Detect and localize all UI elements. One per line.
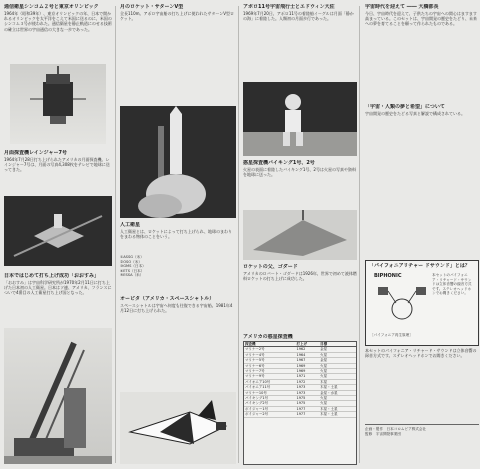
table-cell: マリナー4号: [244, 352, 295, 357]
biphonic-diagram: [372, 281, 432, 331]
table-cell: 金星: [319, 358, 356, 363]
list-item: ③GMS（日本）: [120, 264, 146, 269]
list-item: ④ETS（日本）: [120, 268, 145, 273]
heading-viking: 惑星探査機バイキング1号、2号: [243, 160, 315, 166]
table-cell: 火星: [319, 369, 356, 374]
table-header-cell: 探査機: [244, 342, 295, 347]
text-ohsumi: 「おおすみ」は宇宙科学研究所が1970年2月11日に打ち上げた日本初の人工衛星。日本はソ連、アメリカ、フランスについで4番目の人工衛星打ち上げ国となった。: [4, 280, 112, 296]
satellite-list: [120, 255, 180, 291]
table-cell: 金星・水星: [319, 390, 356, 395]
heading-space-age: 宇宙時代を迎えて ―― 大橋部長: [365, 4, 439, 10]
heading-orbiter: オービタ（アメリカ・スペースシャトル）: [120, 296, 215, 302]
text-orbiter: スペースシャトルは宇宙へ何度も往復できる宇宙船。1981年4月12日に打ち上げられた。: [120, 303, 233, 314]
biphonic-side-text: 本セットのパイフォニア・リチャード・サウンドは立体音響の録音方式です。ステレオヘッドホンでお聞きください。: [432, 273, 472, 296]
table-cell: 1972: [295, 379, 319, 384]
table-cell: 火星: [319, 352, 356, 357]
table-cell: マリナー9号: [244, 374, 295, 379]
table-cell: 1967: [295, 358, 319, 363]
column-divider: [115, 6, 116, 463]
text-dream-hope: 宇宙開発の歴史をたどる写真と解説で構成されている。: [365, 111, 465, 116]
column-divider: [238, 6, 239, 463]
credit-line: 企画・製作 日本コロムビア株式会社: [365, 427, 427, 431]
text-ranger: 1964年7月28日打ち上げられたアメリカの月面探査機。レインジャー7号は、月面の写真4,308枚をテレビで地球に送ってきた。: [4, 157, 110, 173]
table-row: [244, 412, 356, 417]
table-cell: マリナー10号: [244, 390, 295, 395]
list-item: ①ASSG（米）: [120, 255, 144, 259]
illustration-space-shuttle: [120, 392, 236, 464]
table-cell: ボイジャー2号: [244, 412, 295, 417]
table-cell: 1975: [295, 401, 319, 406]
text-biphonic-notes: 本セットのパイフォニア・リチャード・サウンドは立体音響の録音方式です。ステレオヘッドホンでお聞きください。: [365, 348, 477, 359]
photo-astronaut-on-moon: [243, 82, 357, 156]
text-goddard: アメリカのロバート・ゴダードは1926年、世界で初めて液体燃料ロケットの打ち上げに成功した。: [243, 271, 357, 282]
photo-saturn-v-launch: [120, 106, 236, 218]
list-item: ②OSO（米）: [120, 259, 142, 264]
biphonic-caption: ［パイフォニア再生原理］: [370, 333, 413, 337]
table-cell: マリナー2号: [244, 347, 295, 352]
text-apollo-11: 1969年7月20日、アポロ11号の着陸船イーグルは月面「静かの海」に着陸した。人類初の月面歩行であった。: [243, 11, 354, 22]
table-cell: 金星: [319, 347, 356, 352]
photo-ranger-probe: [4, 196, 112, 266]
text-syncom: 1964年（昭和39年）、東京オリンピックの年、日本で開かれるオリンピックを太平洋をこえて米国に送るのに、米国のシンコム３号が使われた。通信衛星を静止軌道にのせる技術の確立は世界の宇宙通信の大きな一歩であった。: [4, 11, 112, 32]
table-cell: 火星: [319, 401, 356, 406]
table-cell: 1962: [295, 347, 319, 352]
table-planetary-probes: [243, 341, 357, 465]
table-cell: バイキング1号: [244, 396, 295, 401]
list-item: ⑤ESSA（米）: [120, 273, 144, 278]
table-cell: 1975: [295, 396, 319, 401]
heading-apollo-11: アポロ11号宇宙飛行士とエドウィン大佐: [243, 4, 335, 10]
credits: [365, 424, 479, 467]
table-title-probes: アメリカの惑星探査機: [243, 334, 293, 340]
table-cell: 1964: [295, 352, 319, 357]
heading-syncom: 通信衛星シンコム２号と東京オリンピック: [4, 4, 99, 10]
column-4: [362, 0, 480, 469]
table-cell: パイオニア10号: [244, 379, 295, 384]
credit-line: 監修 宇宙開発事業団: [365, 431, 401, 436]
heading-satellites: 人工衛星: [120, 222, 141, 228]
column-1: [0, 0, 114, 469]
table-cell: 火星: [319, 363, 356, 368]
heading-dream-hope: 「宇宙・人類の夢と希望」について: [365, 104, 445, 110]
table-cell: 1973: [295, 390, 319, 395]
table-cell: 木星・土星: [319, 406, 356, 411]
biphonic-logo: BIPHONIC: [374, 273, 402, 279]
text-satellites: 人工衛星とは、ロケットによって打ち上げられ、地球のまわりをまわる物体のことをいう。: [120, 229, 233, 240]
table-cell: 1977: [295, 406, 319, 411]
table-cell: 木星: [319, 379, 356, 384]
table-cell: 火星: [319, 396, 356, 401]
table-cell: マリナー7号: [244, 369, 295, 374]
table-cell: パイオニア11号: [244, 385, 295, 390]
table-header-cell: 打上げ: [295, 342, 319, 347]
table-cell: マリナー6号: [244, 363, 295, 368]
text-saturn-v: 全長110m。アポロ宇宙船の打ち上げに使われたサターンV型ロケット。: [120, 11, 234, 22]
photo-syncom-satellite: [10, 64, 106, 144]
table-cell: マリナー5号: [244, 358, 295, 363]
table-cell: 火星: [319, 374, 356, 379]
text-space-age: 今日、宇宙時代を迎えて、子供たちの宇宙への関心はますます高まっている。このセットは、宇宙開発の歴史をたどり、未来への夢を育てることを願って作られたものである。: [365, 11, 477, 27]
photo-viking-lander: [243, 210, 357, 260]
table-cell: バイキング2号: [244, 401, 295, 406]
table-cell: 1977: [295, 412, 319, 417]
heading-saturn-v: 月のロケット・サターンV型: [120, 4, 184, 10]
biphonic-box-title: 「パイフォニアリチャー ドサウンド」とは？: [369, 263, 470, 269]
table-cell: ボイジャー1号: [244, 406, 295, 411]
table-header-cell: 目標: [319, 342, 356, 347]
heading-ohsumi: 日本ではじめて打ち上げ成功「おおすみ」: [4, 273, 100, 279]
column-divider: [359, 6, 360, 463]
heading-ranger: 月面探査機レインジャー7号: [4, 150, 68, 156]
table-cell: 1973: [295, 385, 319, 390]
table-cell: 木星・土星: [319, 385, 356, 390]
text-viking: 火星の表面に着陸したバイキング1号、2号は火星の写真や資料を地球に送った。: [243, 167, 356, 178]
table-cell: 1969: [295, 369, 319, 374]
biphonic-box: [365, 260, 479, 346]
table-body: [244, 347, 356, 417]
photo-ohsumi-launcher: [4, 328, 112, 464]
probe-table: [244, 342, 356, 418]
heading-goddard: ロケットの父、ゴダード: [243, 264, 298, 270]
table-cell: 木星・土星: [319, 412, 356, 417]
column-3: [240, 0, 358, 469]
table-cell: 1969: [295, 363, 319, 368]
table-cell: 1971: [295, 374, 319, 379]
column-2: [117, 0, 237, 469]
